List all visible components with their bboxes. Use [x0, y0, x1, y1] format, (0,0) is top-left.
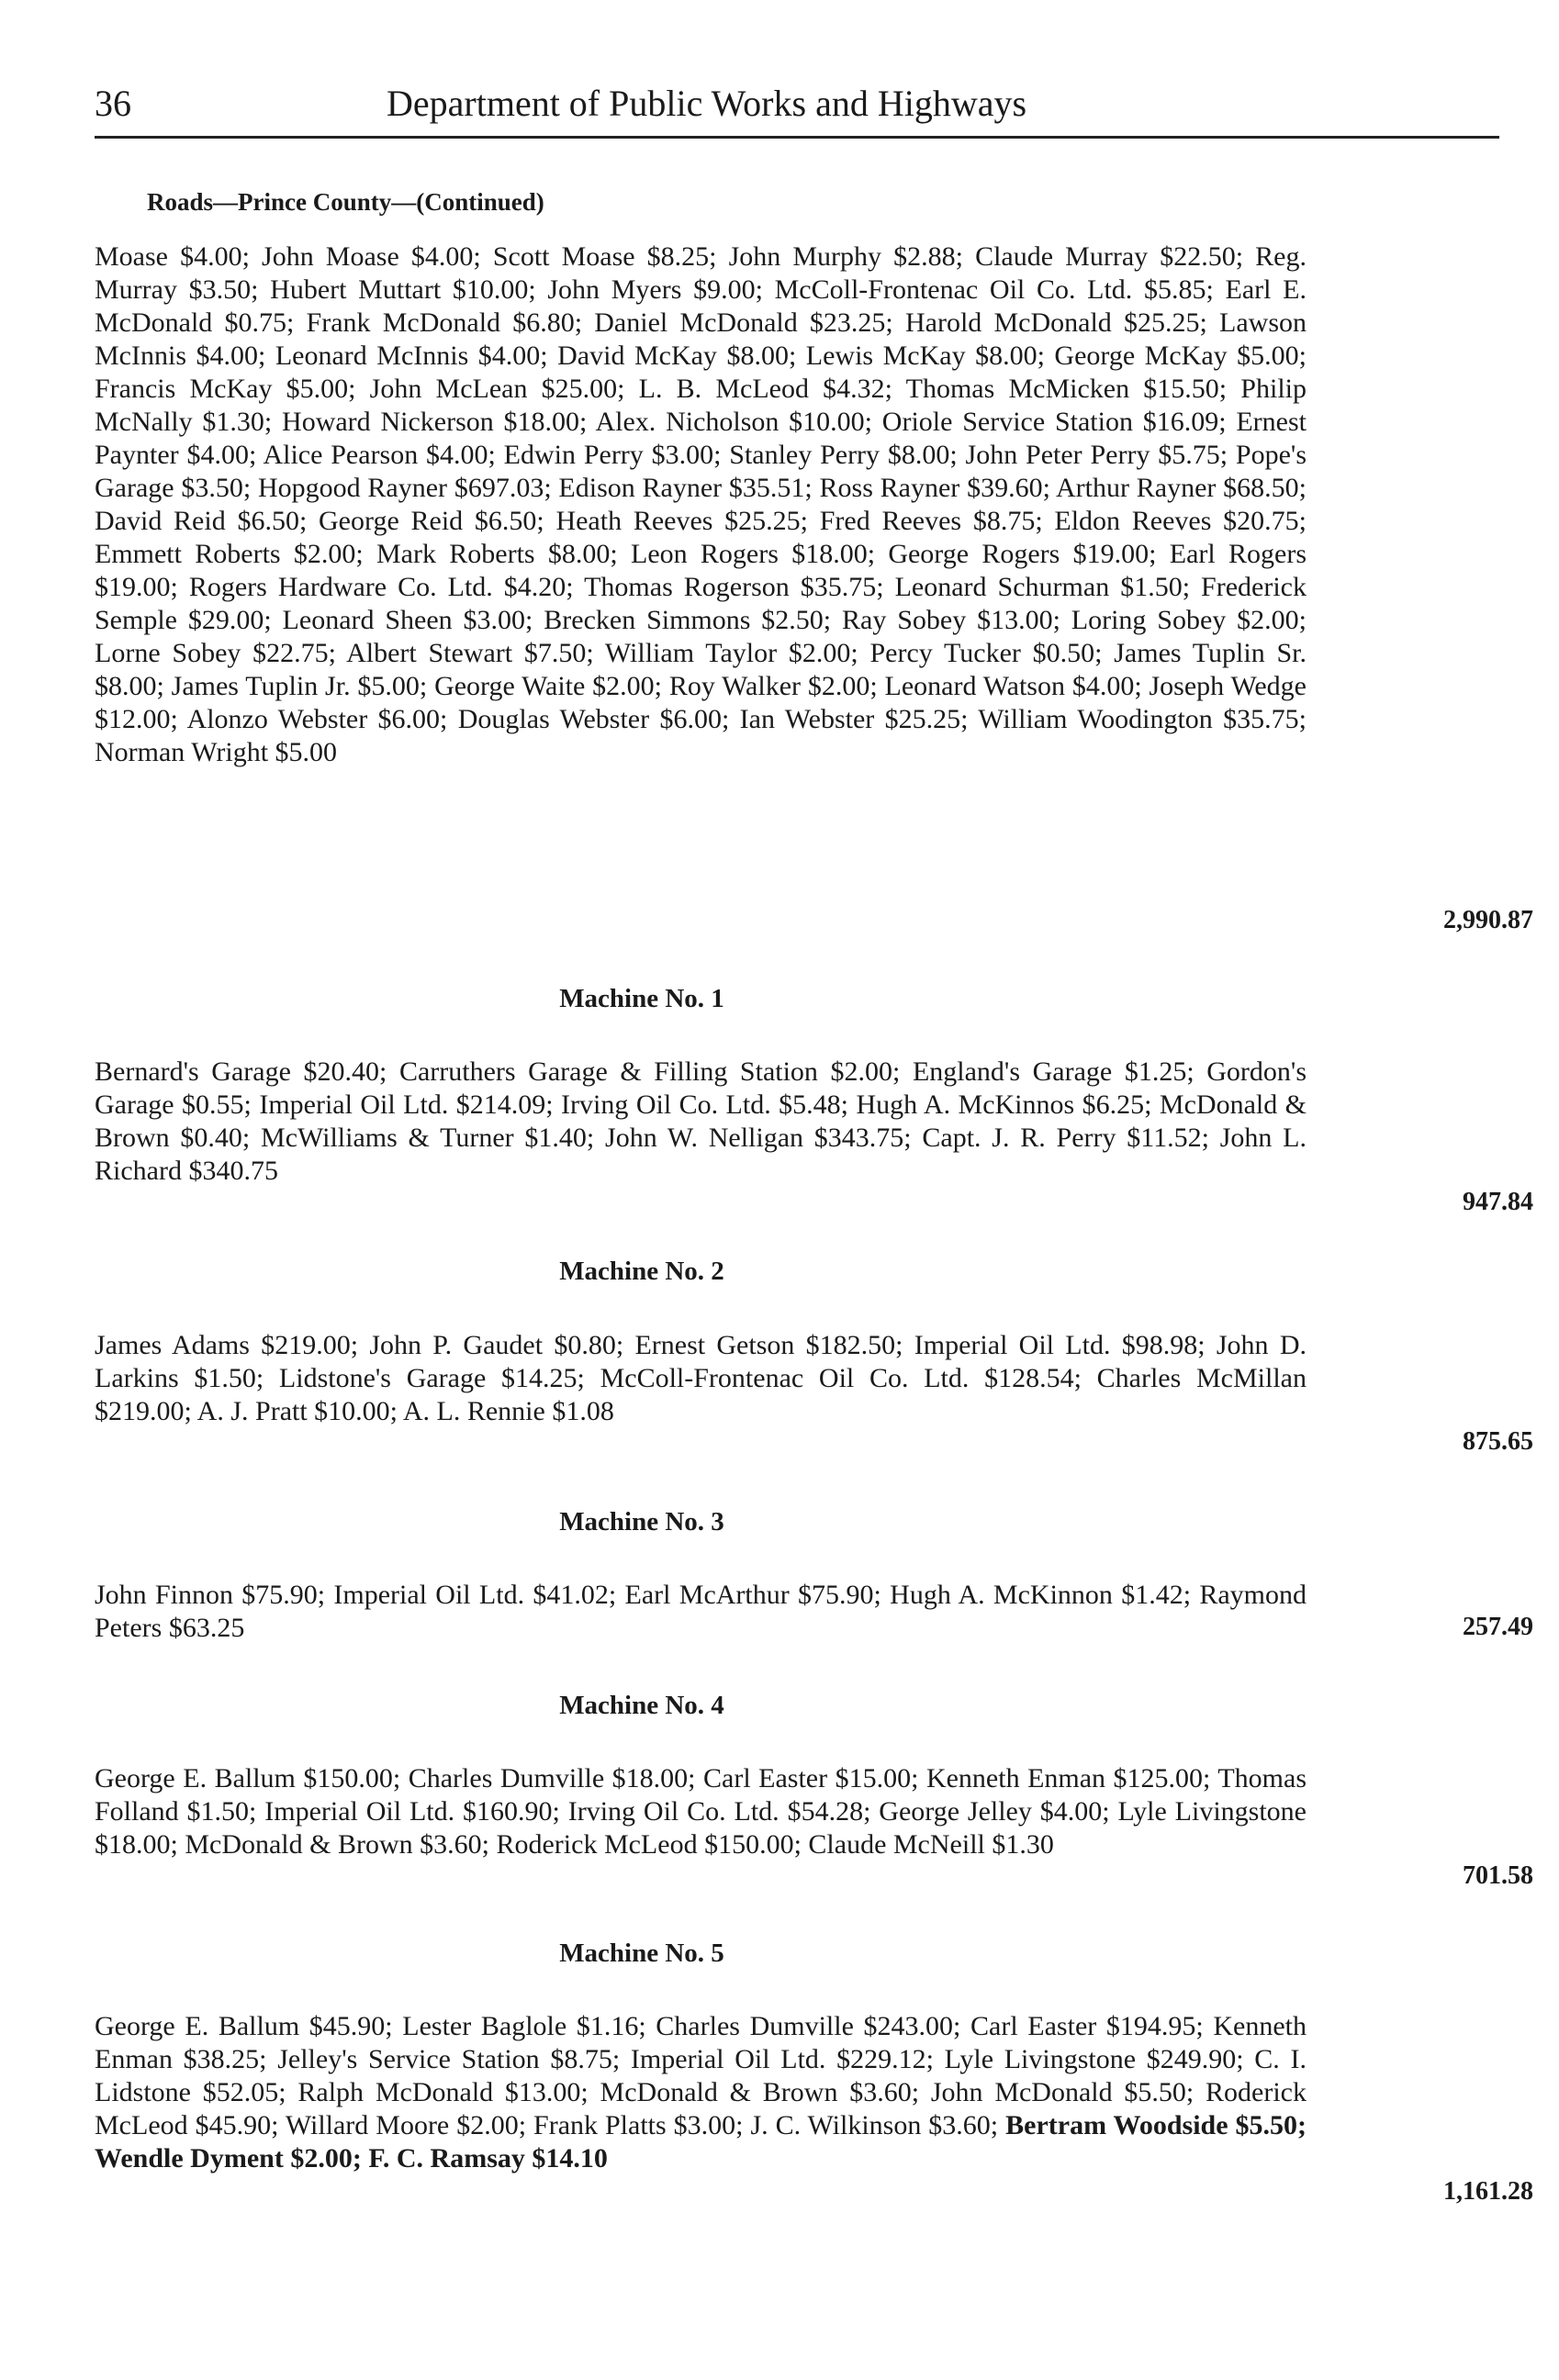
- machine-heading-label: Machine No. 5: [559, 1939, 724, 1968]
- entry-text-regular: George E. Ballum $45.90; Lester Baglole $1.16; Charles Dumville $243.00; Carl Easter $194.95; Kenneth Enman $38.25; Jelley's Service Station $8.75; Imperial Oil Ltd. $229.12; Lyle Livingstone $249.90; C. I. Lidstone $52.05; Ralph McDonald $13.00; McDonald & Brown $3.60; John McDonald $5.50; Roderick McLeod $45.90; Willard Moore $2.00; Frank Platts $3.00; J. C. Wilkinson $3.60;: [95, 2011, 1307, 2140]
- machine-heading: [0, 1937, 1559, 1970]
- entry-text: Bernard's Garage $20.40; Carruthers Garage & Filling Station $2.00; England's Garage $1.25; Gordon's Garage $0.55; Imperial Oil Ltd. $214.09; Irving Oil Co. Ltd. $5.48; Hugh A. McKinnos $6.25; McDonald & Brown $0.40; McWilliams & Turner $1.40; John W. Nelligan $343.75; Capt. J. R. Perry $11.52; John L. Richard $340.75: [95, 1056, 1307, 1186]
- machine-heading-label: Machine No. 4: [559, 1691, 724, 1720]
- entry-block: [95, 1579, 1509, 1645]
- page-title: Department of Public Works and Highways: [387, 83, 1027, 124]
- entry-total: 701.58: [1463, 1861, 1533, 1890]
- entry-text: John Finnon $75.90; Imperial Oil Ltd. $41.02; Earl McArthur $75.90; Hugh A. McKinnon $1.42; Raymond Peters $63.25: [95, 1580, 1307, 1643]
- entry-block: [95, 1762, 1509, 1861]
- machine-heading-label: Machine No. 3: [559, 1507, 724, 1536]
- entry-text: [95, 2010, 1307, 2175]
- machine-heading: [0, 1689, 1559, 1722]
- machine-heading-label: Machine No. 1: [559, 984, 724, 1013]
- machine-heading: [0, 1255, 1559, 1288]
- entry-total: 2,990.87: [1443, 906, 1533, 934]
- section-heading: Roads—Prince County—(Continued): [147, 188, 544, 216]
- entry-text: Moase $4.00; John Moase $4.00; Scott Moase $8.25; John Murphy $2.88; Claude Murray $22.50; Reg. Murray $3.50; Hubert Muttart $10.00; John Myers $9.00; McColl-Frontenac Oil Co. Ltd. $5.85; Earl E. McDonald $0.75; Frank McDonald $6.80; Daniel McDonald $23.25; Harold McDonald $25.25; Lawson McInnis $4.00; Leonard McInnis $4.00; David McKay $8.00; Lewis McKay $8.00; George McKay $5.00; Francis McKay $5.00; John McLean $25.00; L. B. McLeod $4.32; Thomas McMicken $15.50; Philip McNally $1.30; Howard Nickerson $18.00; Alex. Nicholson $10.00; Oriole Service Station $16.09; Ernest Paynter $4.00; Alice Pearson $4.00; Edwin Perry $3.00; Stanley Perry $8.00; John Peter Perry $5.75; Pope's Garage $3.50; Hopgood Rayner $697.03; Edison Rayner $35.51; Ross Rayner $39.60; Arthur Rayner $68.50; David Reid $6.50; George Reid $6.50; Heath Reeves $25.25; Fred Reeves $8.75; Eldon Reeves $20.75; Emmett Roberts $2.00; Mark Roberts $8.00; Leon Rogers $18.00; George Rogers $19.00; Earl Rogers $19.00; Rogers Hardware Co. Ltd. $4.20; Thomas Rogerson $35.75; Leonard Schurman $1.50; Frederick Semple $29.00; Leonard Sheen $3.00; Brecken Simmons $2.50; Ray Sobey $13.00; Loring Sobey $2.00; Lorne Sobey $22.75; Albert Stewart $7.50; William Taylor $2.00; Percy Tucker $0.50; James Tuplin Sr. $8.00; James Tuplin Jr. $5.00; George Waite $2.00; Roy Walker $2.00; Leonard Watson $4.00; Joseph Wedge $12.00; Alonzo Webster $6.00; Douglas Webster $6.00; Ian Webster $25.25; William Woodington $35.75; Norman Wright $5.00: [95, 241, 1307, 767]
- machine-heading-label: Machine No. 2: [559, 1257, 724, 1286]
- entry-text-bold: Bertram Woodside $5.50; Wendle Dyment $2.00; F. C. Ramsay $14.10: [95, 2110, 1307, 2173]
- entry-text: James Adams $219.00; John P. Gaudet $0.80; Ernest Getson $182.50; Imperial Oil Ltd. $98.98; John D. Larkins $1.50; Lidstone's Garage $14.25; McColl-Frontenac Oil Co. Ltd. $128.54; Charles McMillan $219.00; A. J. Pratt $10.00; A. L. Rennie $1.08: [95, 1330, 1307, 1426]
- entry-total: 947.84: [1463, 1188, 1533, 1216]
- machine-heading: [0, 982, 1559, 1015]
- page-header: [95, 81, 1499, 139]
- page-number: 36: [95, 83, 131, 124]
- machine-heading: [0, 1505, 1559, 1538]
- entry-total: 257.49: [1463, 1613, 1533, 1641]
- entry-block: [95, 1056, 1509, 1188]
- entry-total: 1,161.28: [1443, 2177, 1533, 2206]
- entry-total: 875.65: [1463, 1427, 1533, 1456]
- entry-text: George E. Ballum $150.00; Charles Dumville $18.00; Carl Easter $15.00; Kenneth Enman $125.00; Thomas Folland $1.50; Imperial Oil Ltd. $160.90; Irving Oil Co. Ltd. $54.28; George Jelley $4.00; Lyle Livingstone $18.00; McDonald & Brown $3.60; Roderick McLeod $150.00; Claude McNeill $1.30: [95, 1763, 1307, 1860]
- entry-block: [95, 240, 1509, 769]
- entry-block: [95, 1329, 1509, 1428]
- entry-block: [95, 2010, 1509, 2175]
